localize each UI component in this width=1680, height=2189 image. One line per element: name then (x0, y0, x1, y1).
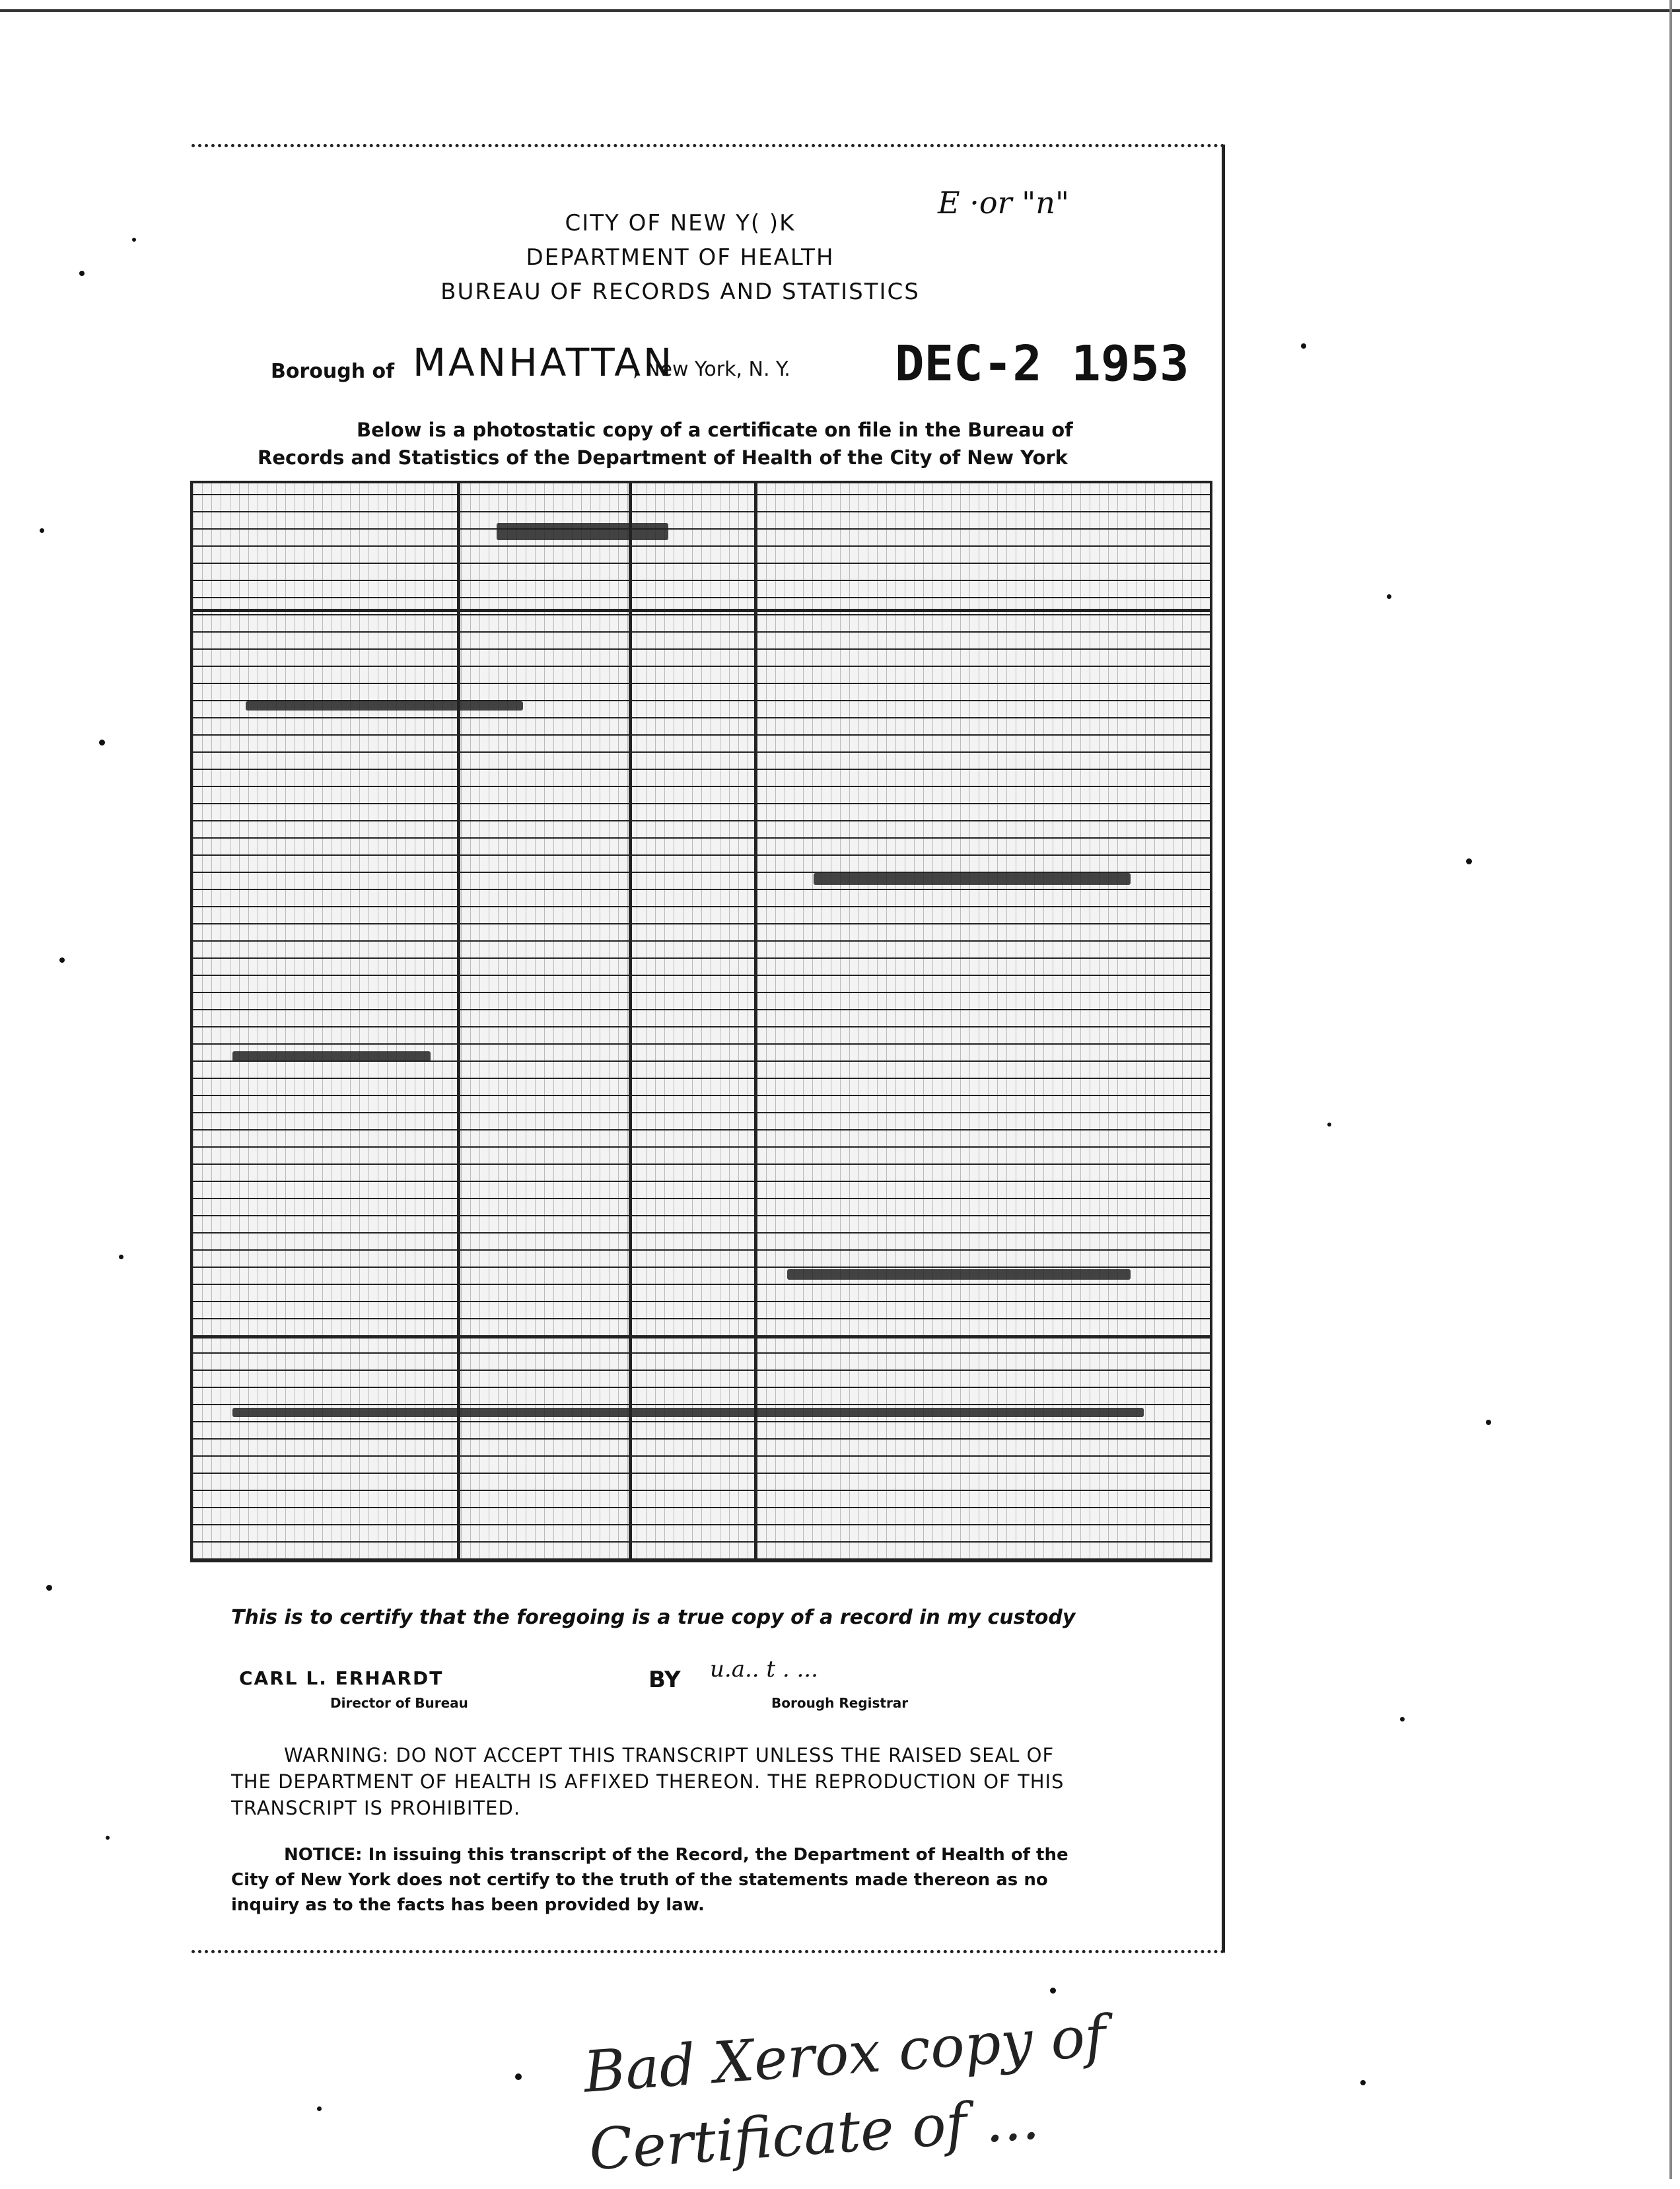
handwriting-scrawl (787, 1269, 1131, 1280)
scan-speck (46, 1585, 52, 1591)
borough-suffix: , New York, N. Y. (633, 358, 790, 381)
photostatic-certificate-image (190, 481, 1212, 1562)
handwriting-scrawl (497, 523, 668, 540)
handwritten-note (581, 1986, 1277, 2189)
handwriting-scrawl (246, 701, 523, 711)
scan-speck (1387, 594, 1391, 599)
scan-speck (515, 2073, 522, 2080)
scan-speck (1050, 1988, 1056, 1994)
registrar-signature: u.a.. t . ... (710, 1656, 818, 1683)
header-city: CITY OF NEW Y( )K (565, 210, 796, 236)
scan-speck (99, 740, 105, 746)
scan-speck (1486, 1420, 1491, 1425)
form-divider (193, 609, 1210, 612)
warning-text: WARNING: DO NOT ACCEPT THIS TRANSCRIPT UNLESS THE RAISED SEAL OF THE DEPARTMENT OF HEALTH IS AFFIXED THEREON. THE REPRODUCTION OF THIS TRANSCRIPT IS PROHIBITED. (231, 1744, 1065, 1819)
borough-value: MANHATTAN (413, 340, 675, 385)
page-right-edge (1669, 0, 1672, 2179)
scan-speck (40, 528, 44, 533)
scan-speck (1400, 1717, 1405, 1721)
header-bureau: BUREAU OF RECORDS AND STATISTICS (440, 279, 920, 305)
page-top-rule (0, 9, 1680, 12)
form-divider (629, 483, 632, 1560)
notice-text: NOTICE: In issuing this transcript of the Record, the Department of Health of the City of New York does not certify to the truth of the statements made thereon as no inquiry as to the facts has been provided by law. (231, 1845, 1068, 1915)
scan-speck (79, 271, 85, 276)
scan-speck (317, 2106, 322, 2111)
scan-speck (1301, 343, 1306, 349)
by-label: BY (648, 1667, 681, 1693)
registrar-title: Borough Registrar (771, 1695, 909, 1711)
scan-speck (59, 957, 65, 963)
date-stamp: DEC-2 1953 (895, 335, 1189, 392)
scan-speck (119, 1255, 123, 1259)
handwriting-scrawl (232, 1051, 431, 1062)
director-title: Director of Bureau (330, 1695, 468, 1711)
form-divider (457, 483, 460, 1560)
scan-speck (1360, 2080, 1366, 2085)
director-name: CARL L. ERHARDT (239, 1667, 444, 1689)
form-divider (193, 1335, 1210, 1338)
header-department: DEPARTMENT OF HEALTH (526, 244, 835, 271)
intro-text: Below is a photostatic copy of a certificate on file in the Bureau of Records and Statistics of the Department of Health of the City of New York (258, 419, 1073, 469)
handwritten-note-line-1: Bad Xerox copy of (581, 2003, 1108, 2106)
handwriting-scrawl (232, 1408, 1144, 1417)
form-divider (754, 483, 757, 1560)
scan-speck (1466, 858, 1472, 864)
scan-speck (132, 238, 136, 242)
borough-label: Borough of (271, 360, 395, 383)
scan-speck (106, 1836, 110, 1840)
handwriting-scrawl (814, 873, 1131, 885)
handwritten-note-line-2: Certificate of ... (586, 2086, 1041, 2184)
corner-file-mark: E ·or "n" (938, 185, 1070, 221)
certify-statement: This is to certify that the foregoing is a true copy of a record in my custody (231, 1606, 1076, 1629)
scan-speck (1327, 1123, 1331, 1127)
